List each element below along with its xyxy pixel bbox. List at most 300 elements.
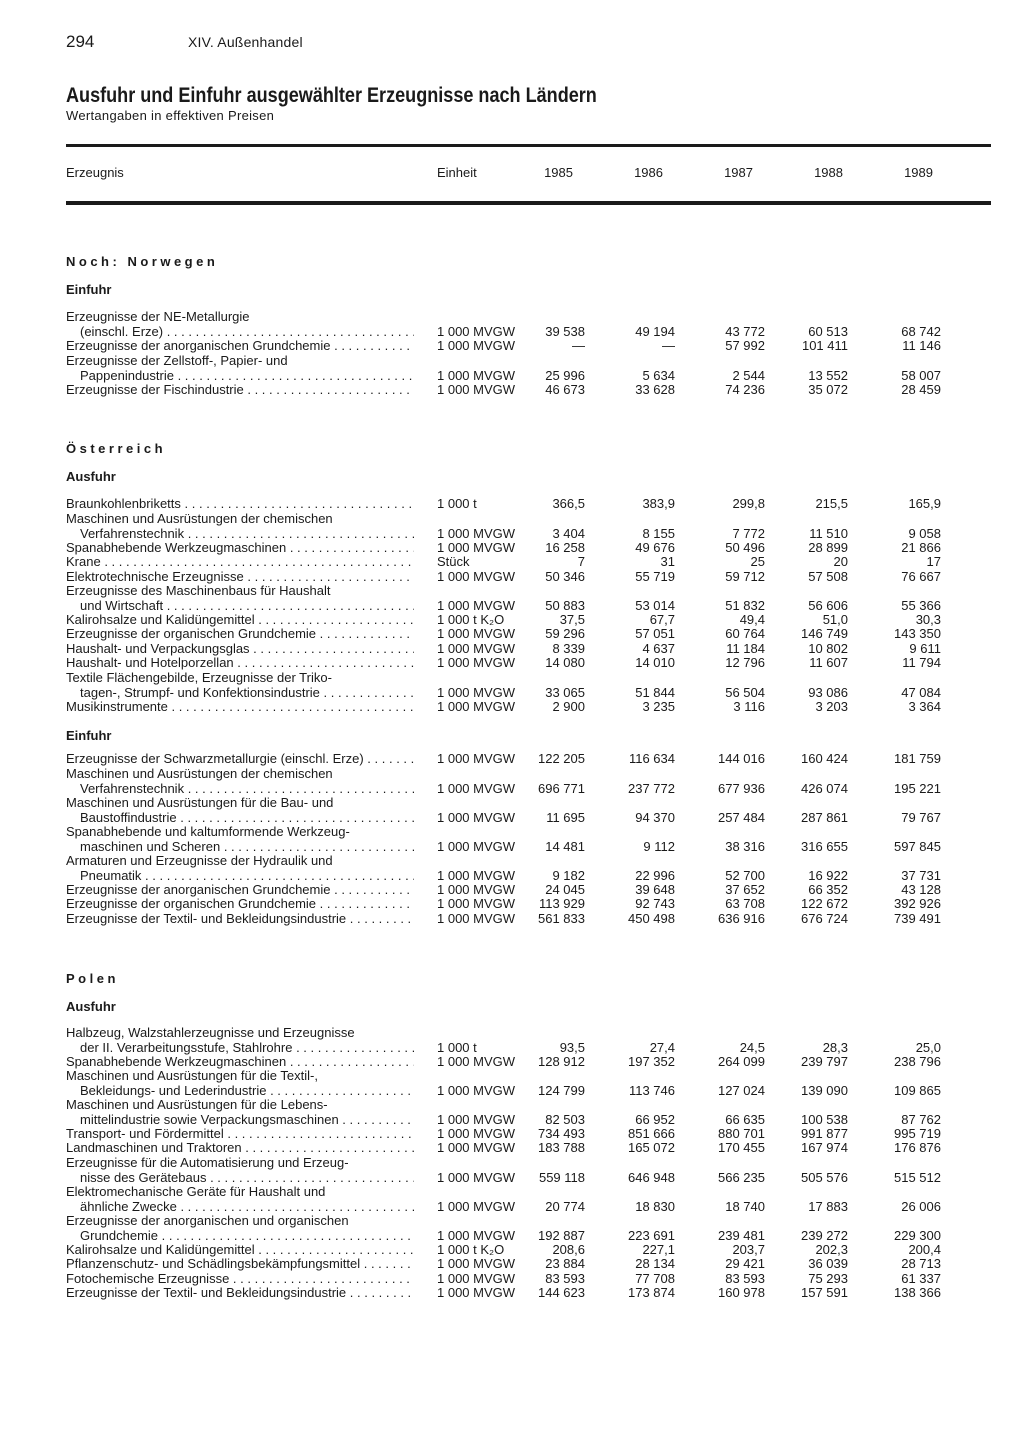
row-label-line: Elektromechanische Geräte für Haushalt und — [66, 1185, 326, 1199]
row-value: 51,0 — [822, 612, 848, 627]
row-value: 3 364 — [908, 699, 941, 714]
row-value: 28,3 — [822, 1039, 848, 1055]
row-value: 11 510 — [809, 525, 848, 541]
row-value: 82 503 — [545, 1111, 585, 1127]
row-value: 739 491 — [894, 911, 941, 926]
row-value: 2 544 — [732, 367, 765, 383]
row-value: 597 845 — [894, 838, 941, 854]
row-value: 27,4 — [649, 1039, 675, 1055]
row-value: 21 866 — [901, 540, 941, 555]
row-value: 2 900 — [552, 699, 585, 714]
row-value: 223 691 — [628, 1227, 675, 1243]
row-value: 93,5 — [559, 1039, 585, 1055]
row-value: 100 538 — [801, 1111, 848, 1127]
row-value: 59 296 — [545, 626, 585, 641]
row-value: 33 628 — [635, 382, 675, 397]
row-label — [66, 310, 414, 339]
row-value: 39 648 — [635, 882, 675, 897]
row-value: 139 090 — [801, 1082, 848, 1098]
row-label — [66, 897, 414, 912]
row-unit: 1 000 MVGW — [437, 867, 516, 883]
row-value: 636 916 — [718, 911, 765, 926]
column-header-year: 1986 — [634, 165, 663, 180]
row-value: 60 513 — [808, 323, 848, 339]
row-unit: 1 000 MVGW — [437, 525, 516, 541]
row-value: 181 759 — [894, 751, 941, 766]
row-label-line: Pappenindustrie . . . — [66, 369, 414, 384]
row-label — [66, 1055, 414, 1070]
row-label-line: Maschinen und Ausrüstungen für die Textil-, — [66, 1069, 318, 1083]
row-value: 63 708 — [725, 896, 765, 911]
row-value: 208,6 — [552, 1242, 585, 1257]
row-value: 146 749 — [801, 626, 848, 641]
row-value: 127 024 — [718, 1082, 765, 1098]
row-value: 57 508 — [808, 569, 848, 584]
row-label-line: Erzeugnisse der NE-Metallurgie — [66, 310, 250, 324]
section-heading: Einfuhr — [66, 282, 112, 297]
column-header-product: Erzeugnis — [66, 165, 124, 180]
row-label — [66, 354, 414, 383]
row-value: 55 366 — [901, 597, 941, 613]
row-value: 215,5 — [815, 496, 848, 511]
row-value: 167 974 — [801, 1140, 848, 1155]
row-label — [66, 1257, 414, 1272]
row-value: 16 258 — [545, 540, 585, 555]
row-value: 51 832 — [725, 597, 765, 613]
row-value: 195 221 — [894, 780, 941, 796]
row-value: 59 712 — [725, 569, 765, 584]
row-value: 124 799 — [538, 1082, 585, 1098]
header-rule-top — [66, 144, 991, 147]
row-label-line: Erzeugnisse der Textil- und Bekleidungsindustrie . . . — [66, 912, 414, 927]
row-label-line: Baustoffindustrie . . . — [66, 811, 414, 826]
row-unit: 1 000 MVGW — [437, 367, 516, 383]
row-value: 116 634 — [628, 751, 675, 766]
row-value: 3 203 — [815, 699, 848, 714]
row-label-line: Erzeugnisse des Maschinenbaus für Haushalt — [66, 584, 331, 598]
row-label — [66, 854, 414, 883]
row-value: 229 300 — [894, 1227, 941, 1243]
row-label-line: Erzeugnisse der organischen Grundchemie . . . — [66, 897, 414, 912]
row-value: 7 — [577, 554, 585, 569]
row-value: 61 337 — [901, 1271, 941, 1286]
row-value: 28 459 — [901, 382, 941, 397]
row-label-line: Maschinen und Ausrüstungen für die Lebens- — [66, 1098, 328, 1112]
row-unit: 1 000 MVGW — [437, 882, 516, 897]
row-value: 50 346 — [545, 569, 585, 584]
row-label-line: Elektrotechnische Erzeugnisse . . . — [66, 570, 414, 585]
row-value: 157 591 — [801, 1285, 848, 1300]
row-value: 237 772 — [628, 780, 675, 796]
row-label-line: Haushalt- und Hotelporzellan . . . — [66, 656, 414, 671]
country-heading: Österreich — [66, 441, 167, 456]
row-value: 11 695 — [546, 809, 585, 825]
row-value: 16 922 — [808, 867, 848, 883]
row-value: 995 719 — [894, 1126, 941, 1141]
row-value: 7 772 — [732, 525, 765, 541]
row-value: 366,5 — [552, 496, 585, 511]
row-value: 94 370 — [635, 809, 675, 825]
row-label-line: (einschl. Erze) . . . — [66, 325, 414, 340]
row-value: 8 155 — [642, 525, 675, 541]
row-label — [66, 752, 414, 767]
row-value: 58 007 — [901, 367, 941, 383]
row-value: — — [662, 338, 675, 353]
row-label-line: Erzeugnisse der anorganischen Grundchemie . . . — [66, 883, 414, 898]
row-label — [66, 339, 414, 354]
row-unit: 1 000 t — [437, 496, 477, 511]
row-label-line: der II. Verarbeitungsstufe, Stahlrohre . . . — [66, 1041, 414, 1056]
country-heading: Noch: Norwegen — [66, 254, 219, 269]
row-value: 559 118 — [538, 1169, 585, 1185]
row-value: 20 774 — [545, 1198, 585, 1214]
row-value: — — [572, 338, 585, 353]
row-value: 239 797 — [801, 1054, 848, 1069]
row-label — [66, 1141, 414, 1156]
row-value: 49 676 — [635, 540, 675, 555]
row-value: 56 504 — [725, 684, 765, 700]
row-label-line: Maschinen und Ausrüstungen für die Bau- und — [66, 796, 334, 810]
row-value: 11 607 — [809, 655, 848, 670]
row-label-line: Spanabhebende und kaltumformende Werkzeug- — [66, 825, 350, 839]
row-value: 991 877 — [801, 1126, 848, 1141]
row-label — [66, 584, 414, 613]
row-value: 24 045 — [545, 882, 585, 897]
row-value: 38 316 — [725, 838, 765, 854]
row-unit: Stück — [437, 554, 470, 569]
row-value: 8 339 — [552, 641, 585, 656]
row-value: 47 084 — [901, 684, 941, 700]
row-value: 93 086 — [808, 684, 848, 700]
row-label-line: nisse des Gerätebaus . . . — [66, 1171, 414, 1186]
column-header-year: 1987 — [724, 165, 753, 180]
row-value: 9 112 — [643, 838, 675, 854]
row-value: 68 742 — [901, 323, 941, 339]
row-value: 20 — [833, 554, 848, 569]
row-label-line: Erzeugnisse der Zellstoff-, Papier- und — [66, 354, 288, 368]
row-value: 9 058 — [908, 525, 941, 541]
row-label — [66, 497, 414, 512]
row-label — [66, 1069, 414, 1098]
row-value: 33 065 — [545, 684, 585, 700]
row-unit: 1 000 MVGW — [437, 838, 516, 854]
row-value: 144 016 — [718, 751, 765, 766]
row-value: 67,7 — [649, 612, 675, 627]
row-value: 165,9 — [908, 496, 941, 511]
row-value: 35 072 — [808, 382, 848, 397]
row-label-line: Erzeugnisse der Schwarzmetallurgie (einschl. Erze) . . . — [66, 752, 414, 767]
row-value: 239 481 — [718, 1227, 765, 1243]
row-label-line: mittelindustrie sowie Verpackungsmaschinen . . . — [66, 1113, 414, 1128]
row-label-line: Erzeugnisse der Textil- und Bekleidungsindustrie . . . — [66, 1286, 414, 1301]
row-value: 50 883 — [545, 597, 585, 613]
row-value: 3 404 — [552, 525, 585, 541]
table-title: Ausfuhr und Einfuhr ausgewählter Erzeugnisse nach Ländern — [66, 84, 597, 107]
row-value: 10 802 — [808, 641, 848, 656]
row-value: 109 865 — [894, 1082, 941, 1098]
row-value: 28 134 — [635, 1256, 675, 1271]
row-value: 192 887 — [538, 1227, 585, 1243]
country-heading: Polen — [66, 971, 119, 986]
row-value: 144 623 — [538, 1285, 585, 1300]
header-rule-bottom — [66, 201, 991, 205]
row-value: 200,4 — [908, 1242, 941, 1257]
row-value: 9 611 — [909, 641, 941, 656]
row-label — [66, 1286, 414, 1301]
row-unit: 1 000 t K₂O — [437, 612, 505, 627]
row-label-line: Erzeugnisse der Fischindustrie . . . — [66, 383, 414, 398]
row-label-line: Pneumatik . . . — [66, 869, 414, 884]
row-value: 66 952 — [635, 1111, 675, 1127]
row-value: 51 844 — [635, 684, 675, 700]
row-value: 83 593 — [725, 1271, 765, 1286]
row-value: 122 205 — [538, 751, 585, 766]
row-value: 113 746 — [628, 1082, 675, 1098]
row-value: 505 576 — [801, 1169, 848, 1185]
row-value: 57 051 — [635, 626, 675, 641]
row-value: 37,5 — [559, 612, 585, 627]
row-label-line: und Wirtschaft . . . — [66, 599, 414, 614]
row-value: 79 767 — [901, 809, 941, 825]
row-value: 165 072 — [628, 1140, 675, 1155]
row-unit: 1 000 t K₂O — [437, 1242, 505, 1257]
row-value: 677 936 — [718, 780, 765, 796]
row-label — [66, 1272, 414, 1287]
page-number: 294 — [66, 32, 95, 51]
row-label-line: Textile Flächengebilde, Erzeugnisse der Triko- — [66, 671, 332, 685]
row-unit: 1 000 MVGW — [437, 626, 516, 641]
row-value: 11 184 — [726, 641, 765, 656]
row-value: 43 772 — [725, 323, 765, 339]
row-unit: 1 000 MVGW — [437, 809, 516, 825]
row-value: 53 014 — [635, 597, 675, 613]
row-label-line: Pflanzenschutz- und Schädlingsbekämpfungsmittel . . . — [66, 1257, 414, 1272]
row-label-line: Erzeugnisse der anorganischen und organischen — [66, 1214, 349, 1228]
row-value: 646 948 — [628, 1169, 675, 1185]
row-label-line: Grundchemie . . . — [66, 1229, 414, 1244]
row-value: 18 830 — [635, 1198, 675, 1214]
row-label — [66, 1026, 414, 1055]
row-label — [66, 541, 414, 556]
section-heading: Ausfuhr — [66, 469, 116, 484]
row-unit: 1 000 MVGW — [437, 641, 516, 656]
row-value: 183 788 — [538, 1140, 585, 1155]
row-value: 176 876 — [894, 1140, 941, 1155]
row-unit: 1 000 MVGW — [437, 1227, 516, 1243]
row-label — [66, 1127, 414, 1142]
row-label-line: Halbzeug, Walzstahlerzeugnisse und Erzeugnisse — [66, 1026, 355, 1040]
row-value: 50 496 — [725, 540, 765, 555]
row-value: 24,5 — [739, 1039, 765, 1055]
row-value: 239 272 — [801, 1227, 848, 1243]
row-label-line: Erzeugnisse für die Automatisierung und Erzeug- — [66, 1156, 349, 1170]
row-value: 851 666 — [628, 1126, 675, 1141]
row-value: 143 350 — [894, 626, 941, 641]
row-label-line: Verfahrenstechnik . . . — [66, 782, 414, 797]
row-label — [66, 555, 414, 570]
row-label-line: Kalirohsalze und Kalidüngemittel . . . — [66, 613, 414, 628]
row-value: 83 593 — [545, 1271, 585, 1286]
row-unit: 1 000 MVGW — [437, 338, 516, 353]
row-value: 31 — [660, 554, 675, 569]
row-label-line: Bekleidungs- und Lederindustrie . . . — [66, 1084, 414, 1099]
row-value: 23 884 — [545, 1256, 585, 1271]
row-value: 3 116 — [733, 699, 765, 714]
row-label-line: Braunkohlenbriketts . . . — [66, 497, 414, 512]
row-label-line: Transport- und Fördermittel . . . — [66, 1127, 414, 1142]
row-value: 173 874 — [628, 1285, 675, 1300]
row-label-line: Maschinen und Ausrüstungen der chemischen — [66, 767, 333, 781]
row-unit: 1 000 MVGW — [437, 1054, 516, 1069]
row-value: 676 724 — [801, 911, 848, 926]
row-unit: 1 000 MVGW — [437, 1082, 516, 1098]
row-label-line: ähnliche Zwecke . . . — [66, 1200, 414, 1215]
section-heading: Ausfuhr — [66, 999, 116, 1014]
row-label — [66, 671, 414, 700]
row-unit: 1 000 MVGW — [437, 896, 516, 911]
row-label — [66, 700, 414, 715]
row-label — [66, 883, 414, 898]
row-label — [66, 1098, 414, 1127]
column-header-year: 1989 — [904, 165, 933, 180]
row-label-line: Musikinstrumente . . . — [66, 700, 414, 715]
row-value: 880 701 — [718, 1126, 765, 1141]
row-value: 138 366 — [894, 1285, 941, 1300]
row-unit: 1 000 t — [437, 1039, 477, 1055]
row-label-line: Verfahrenstechnik . . . — [66, 527, 414, 542]
row-value: 122 672 — [801, 896, 848, 911]
row-label-line: Krane . . . — [66, 555, 414, 570]
row-value: 566 235 — [718, 1169, 765, 1185]
row-label-line: tagen-, Strumpf- und Konfektionsindustrie . . . — [66, 686, 414, 701]
row-label — [66, 627, 414, 642]
row-value: 25,0 — [915, 1039, 941, 1055]
row-value: 76 667 — [901, 569, 941, 584]
row-value: 55 719 — [635, 569, 675, 584]
row-value: 203,7 — [732, 1242, 765, 1257]
row-value: 202,3 — [815, 1242, 848, 1257]
row-value: 128 912 — [538, 1054, 585, 1069]
row-label — [66, 1214, 414, 1243]
row-value: 75 293 — [808, 1271, 848, 1286]
row-value: 56 606 — [808, 597, 848, 613]
row-unit: 1 000 MVGW — [437, 540, 516, 555]
row-value: 66 352 — [808, 882, 848, 897]
row-value: 13 552 — [808, 367, 848, 383]
row-value: 227,1 — [642, 1242, 675, 1257]
row-value: 160 978 — [718, 1285, 765, 1300]
row-value: 22 996 — [635, 867, 675, 883]
row-value: 18 740 — [725, 1198, 765, 1214]
row-value: 197 352 — [628, 1054, 675, 1069]
row-label — [66, 1156, 414, 1185]
row-value: 14 481 — [545, 838, 585, 854]
row-label-line: Spanabhebende Werkzeugmaschinen . . . — [66, 1055, 414, 1070]
row-unit: 1 000 MVGW — [437, 655, 516, 670]
row-value: 36 039 — [808, 1256, 848, 1271]
row-value: 29 421 — [725, 1256, 765, 1271]
row-value: 287 861 — [801, 809, 848, 825]
row-value: 26 006 — [901, 1198, 941, 1214]
row-value: 28 899 — [808, 540, 848, 555]
row-label-line: Landmaschinen und Traktoren . . . — [66, 1141, 414, 1156]
row-label-line: Maschinen und Ausrüstungen der chemischen — [66, 512, 333, 526]
row-value: 299,8 — [732, 496, 765, 511]
row-unit: 1 000 MVGW — [437, 1256, 516, 1271]
column-header-year: 1985 — [544, 165, 573, 180]
row-value: 238 796 — [894, 1054, 941, 1069]
table-subtitle: Wertangaben in effektiven Preisen — [66, 108, 275, 123]
row-value: 14 080 — [545, 655, 585, 670]
row-value: 101 411 — [801, 338, 848, 353]
row-label — [66, 613, 414, 628]
row-value: 561 833 — [538, 911, 585, 926]
row-value: 28 713 — [901, 1256, 941, 1271]
row-value: 426 074 — [801, 780, 848, 796]
row-value: 113 929 — [538, 896, 585, 911]
row-value: 696 771 — [538, 780, 585, 796]
row-unit: 1 000 MVGW — [437, 1140, 516, 1155]
row-value: 77 708 — [635, 1271, 675, 1286]
row-label-line: Spanabhebende Werkzeugmaschinen . . . — [66, 541, 414, 556]
row-value: 49 194 — [635, 323, 675, 339]
row-unit: 1 000 MVGW — [437, 699, 516, 714]
row-unit: 1 000 MVGW — [437, 597, 516, 613]
row-value: 734 493 — [538, 1126, 585, 1141]
row-label — [66, 796, 414, 825]
row-label — [66, 512, 414, 541]
row-value: 383,9 — [642, 496, 675, 511]
row-value: 392 926 — [894, 896, 941, 911]
row-value: 37 652 — [725, 882, 765, 897]
row-label-line: maschinen und Scheren . . . — [66, 840, 414, 855]
row-value: 17 883 — [808, 1198, 848, 1214]
row-label-line: Armaturen und Erzeugnisse der Hydraulik und — [66, 854, 333, 868]
chapter-heading: XIV. Außenhandel — [188, 34, 303, 50]
row-value: 257 484 — [718, 809, 765, 825]
row-value: 5 634 — [642, 367, 675, 383]
row-value: 11 794 — [902, 655, 941, 670]
row-label-line: Haushalt- und Verpackungsglas . . . — [66, 642, 414, 657]
row-label-line: Erzeugnisse der anorganischen Grundchemie . . . — [66, 339, 414, 354]
row-value: 170 455 — [718, 1140, 765, 1155]
row-value: 66 635 — [725, 1111, 765, 1127]
row-unit: 1 000 MVGW — [437, 684, 516, 700]
row-value: 12 796 — [725, 655, 765, 670]
row-value: 37 731 — [901, 867, 941, 883]
row-unit: 1 000 MVGW — [437, 751, 516, 766]
row-value: 9 182 — [552, 867, 585, 883]
row-value: 39 538 — [545, 323, 585, 339]
row-value: 60 764 — [725, 626, 765, 641]
row-value: 87 762 — [901, 1111, 941, 1127]
row-label-line: Kalirohsalze und Kalidüngemittel . . . — [66, 1243, 414, 1258]
row-unit: 1 000 MVGW — [437, 1111, 516, 1127]
row-label — [66, 912, 414, 927]
row-value: 3 235 — [642, 699, 675, 714]
section-heading: Einfuhr — [66, 728, 112, 743]
row-label — [66, 642, 414, 657]
row-value: 25 996 — [545, 367, 585, 383]
column-header-year: 1988 — [814, 165, 843, 180]
row-label-line: Fotochemische Erzeugnisse . . . — [66, 1272, 414, 1287]
row-value: 14 010 — [635, 655, 675, 670]
row-label — [66, 1243, 414, 1258]
row-label — [66, 825, 414, 854]
row-unit: 1 000 MVGW — [437, 1198, 516, 1214]
row-value: 43 128 — [901, 882, 941, 897]
row-label-line: Erzeugnisse der organischen Grundchemie . . . — [66, 627, 414, 642]
